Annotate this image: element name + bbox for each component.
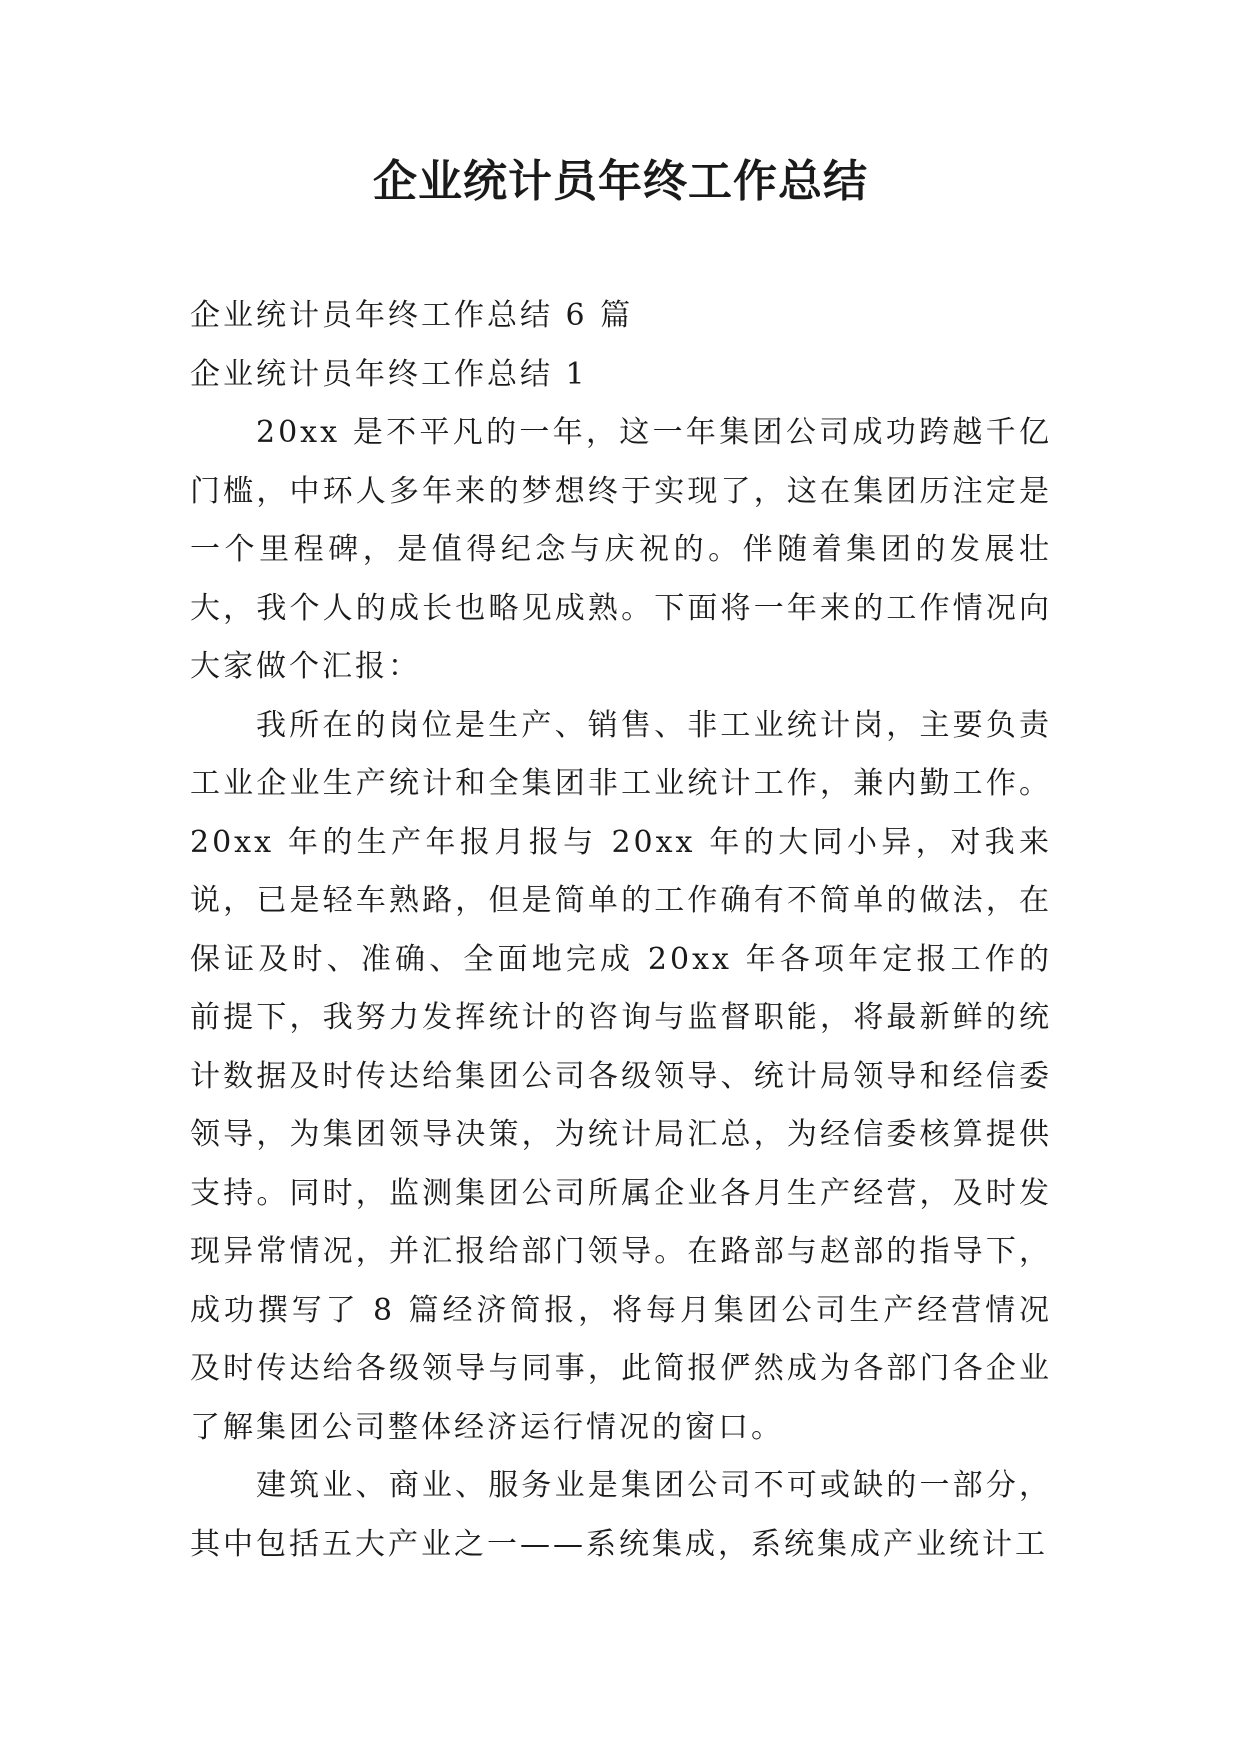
paragraph-1: 20xx 是不平凡的一年，这一年集团公司成功跨越千亿门槛，中环人多年来的梦想终于实现了，这在集团历注定是一个里程碑，是值得纪念与庆祝的。伴随着集团的发展壮大，我个人的成长也略见成熟。下面将一年来的工作情况向大家做个汇报：: [190, 415, 1052, 684]
document-body: [190, 287, 1052, 1574]
paragraph-3: 建筑业、商业、服务业是集团公司不可或缺的一部分，其中包括五大产业之一——系统集成，系统集成产业统计工: [190, 1468, 1052, 1562]
paragraph-2: 我所在的岗位是生产、销售、非工业统计岗，主要负责工业企业生产统计和全集团非工业统计工作，兼内勤工作。20xx 年的生产年报月报与 20xx 年的大同小异，对我来说，已是轻车熟路，但是简单的工作确有不简单的做法，在保证及时、准确、全面地完成 20xx 年各项年定报工作的前提下，我努力发挥统计的咨询与监督职能，将最新鲜的统计数据及时传达给集团公司各级领导、统计局领导和经信委领导，为集团领导决策，为统计局汇总，为经信委核算提供支持。同时，监测集团公司所属企业各月生产经营，及时发现异常情况，并汇报给部门领导。在路部与赵部的指导下，成功撰写了 8 篇经济简报，将每月集团公司生产经营情况及时传达给各级领导与同事，此简报俨然成为各部门各企业了解集团公司整体经济运行情况的窗口。: [190, 707, 1052, 1445]
document-title: 企业统计员年终工作总结: [373, 156, 868, 207]
section-heading: 企业统计员年终工作总结 1: [190, 356, 588, 392]
document-subtitle: 企业统计员年终工作总结 6 篇: [190, 298, 634, 333]
